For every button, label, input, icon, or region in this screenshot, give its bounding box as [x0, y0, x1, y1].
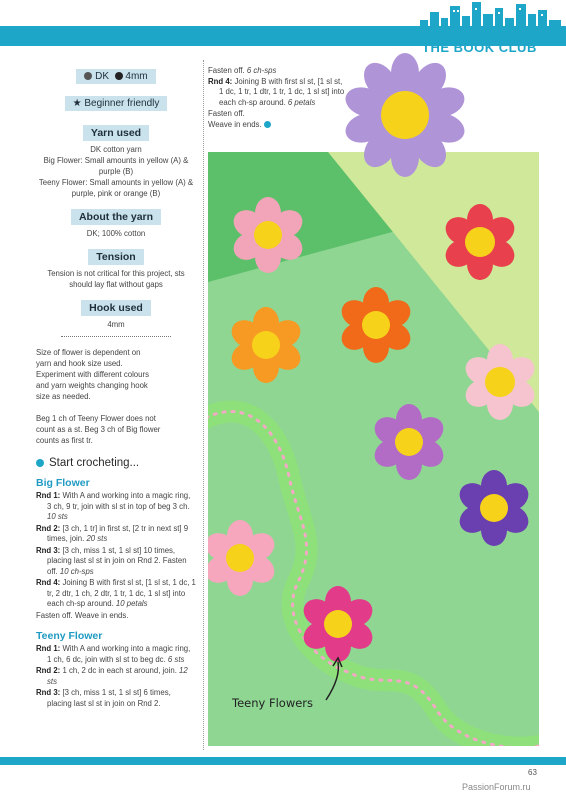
- hook-size: 4mm: [125, 71, 148, 82]
- level-text: Beginner friendly: [84, 98, 160, 109]
- about-yarn-heading: About the yarn: [71, 209, 161, 225]
- yarn-used-heading: Yarn used: [83, 125, 149, 141]
- pattern-round: Rnd 4: Joining B with first sl st, [1 sl st, 1 dc, 1 tr, 2 dtr, 1 ch, 2 dtr, 1 tr, 1 dc, 1 sl st] into each ch-sp around. 10 petals: [36, 578, 196, 608]
- big-flower-image: [340, 50, 470, 180]
- pattern-round: Rnd 3: [3 ch, miss 1 st, 1 sl st] 6 times, placing last sl st in join on Rnd 2.: [36, 688, 171, 708]
- pattern-round: Rnd 4: Joining B with first sl st, [1 sl st, 1 dc, 1 tr, 1 dtr, 1 tr, 1 dc, 1 sl st] into each ch-sp around. 6 petals: [208, 76, 345, 107]
- yarn-hook-badge: [76, 69, 155, 84]
- star-icon: ★: [72, 98, 82, 109]
- yarn-used-line: Big Flower: Small amounts in yellow (A) & purple (B): [43, 156, 189, 176]
- continued-end: Weave in ends.: [208, 120, 348, 131]
- about-yarn-text: DK; 100% cotton: [86, 229, 146, 238]
- page-number: 63: [528, 768, 537, 777]
- pattern-round: Rnd 3: [3 ch, miss 1 st, 1 sl st] 10 times, placing last sl st in join on Rnd 2. Fasten off. 10 ch-sps: [36, 545, 187, 576]
- pattern-round: Rnd 1: With A and working into a magic ring, 3 ch, 9 tr, join with sl st in top of beg 3 ch. 10 sts: [36, 491, 191, 521]
- start-heading: Start crocheting...: [49, 457, 140, 469]
- left-column: [36, 66, 196, 710]
- note-paragraph: Beg 1 ch of Teeny Flower does not count as a st. Beg 3 ch of Big flower counts as first tr.: [36, 414, 161, 445]
- start-heading-row: [36, 457, 196, 469]
- big-flower-title: Big Flower: [36, 477, 90, 489]
- continued-end: Fasten off.: [208, 109, 245, 118]
- tension-heading: Tension: [88, 249, 143, 265]
- pattern-round: Rnd 1: With A and working into a magic ring, 1 ch, 6 dc, join with sl st to beg dc. 6 sts: [36, 644, 191, 664]
- right-column: [208, 66, 348, 130]
- brand-title: THE BOOK CLUB: [422, 40, 537, 55]
- level-badge: [65, 96, 168, 111]
- footer-bar: [0, 757, 566, 765]
- hook-icon: [115, 72, 123, 80]
- end-dot-icon: [264, 121, 271, 128]
- hook-used-text: 4mm: [107, 320, 125, 329]
- bullet-dot-icon: [36, 459, 44, 467]
- photo-caption: Teeny Flowers: [232, 696, 314, 710]
- yarn-used-line: Teeny Flower: Small amounts in yellow (A) & purple, pink or orange (B): [38, 178, 194, 198]
- pattern-round: Rnd 2: [3 ch, 1 tr] in first st, [2 tr in next st] 9 times, join. 20 sts: [36, 523, 189, 543]
- column-divider: [203, 60, 204, 750]
- big-flower-closing: Fasten off. Weave in ends.: [36, 610, 129, 620]
- hook-used-heading: Hook used: [81, 300, 151, 316]
- teeny-flower-title: Teeny Flower: [36, 630, 103, 642]
- tension-text: Tension is not critical for this project, sts should lay flat without gaps: [47, 269, 185, 289]
- yarn-weight: DK: [95, 71, 110, 82]
- pattern-round: Rnd 2: 1 ch, 2 dc in each st around, join. 12 sts: [36, 666, 188, 686]
- note-paragraph: Size of flower is dependent on yarn and hook size used. Experiment with different colours and yarn weights changing hook size as needed.: [36, 348, 149, 401]
- watermark: PassionForum.ru: [462, 782, 531, 792]
- continued-fasten: Fasten off. 6 ch-sps: [208, 66, 277, 75]
- divider: [61, 336, 171, 337]
- yarn-used-line: DK cotton yarn: [90, 145, 142, 154]
- flowers-photo: [208, 152, 539, 746]
- yarn-ball-icon: [84, 72, 92, 80]
